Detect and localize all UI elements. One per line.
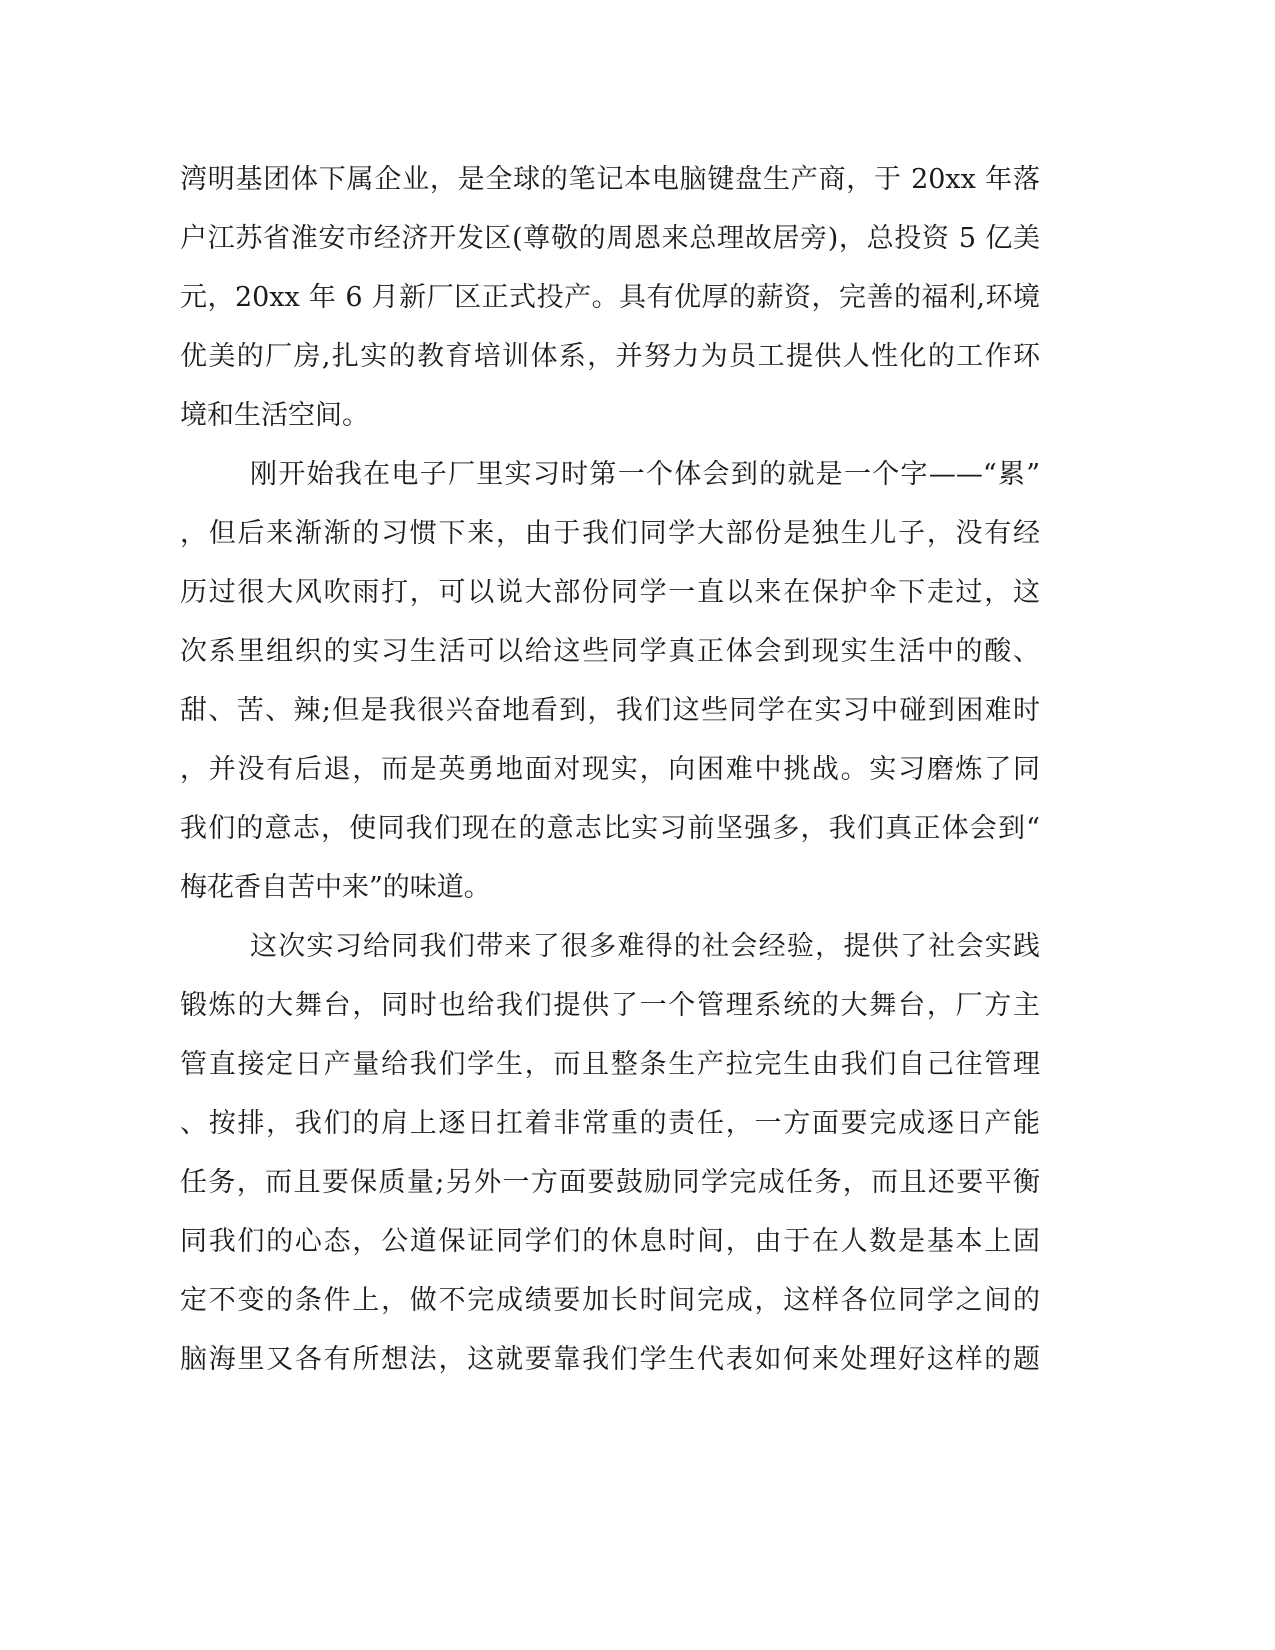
paragraph-1-line-4: 优美的厂房,扎实的教育培训体系，并努力为员工提供人性化的工作环 — [180, 341, 1040, 372]
paragraph-2-line-6: ，并没有后退，而是英勇地面对现实，向困难中挑战。实习磨炼了同 — [180, 754, 1040, 785]
paragraph-3-line-1: 这次实习给同我们带来了很多难得的社会经验，提供了社会实践 — [250, 931, 1040, 962]
paragraph-3-line-4: 、按排，我们的肩上逐日扛着非常重的责任，一方面要完成逐日产能 — [180, 1108, 1040, 1139]
paragraph-1-line-2: 户江苏省淮安市经济开发区(尊敬的周恩来总理故居旁)，总投资 5 亿美 — [180, 223, 1040, 254]
paragraph-1-line-1: 湾明基团体下属企业，是全球的笔记本电脑键盘生产商，于 20xx 年落 — [180, 164, 1040, 195]
paragraph-3-line-7: 定不变的条件上，做不完成绩要加长时间完成，这样各位同学之间的 — [180, 1285, 1040, 1316]
paragraph-3-line-2: 锻炼的大舞台，同时也给我们提供了一个管理系统的大舞台，厂方主 — [180, 990, 1040, 1021]
paragraph-3-line-6: 同我们的心态，公道保证同学们的休息时间，由于在人数是基本上固 — [180, 1226, 1040, 1257]
paragraph-2-line-8: 梅花香自苦中来”的味道。 — [180, 872, 491, 903]
paragraph-1-line-5: 境和生活空间。 — [180, 400, 369, 431]
paragraph-2-line-1: 刚开始我在电子厂里实习时第一个体会到的就是一个字——“累” — [250, 459, 1040, 490]
paragraph-2-line-2: ，但后来渐渐的习惯下来，由于我们同学大部份是独生儿子，没有经 — [180, 518, 1040, 549]
paragraph-3-line-3: 管直接定日产量给我们学生，而且整条生产拉完生由我们自己往管理 — [180, 1049, 1040, 1080]
paragraph-1-line-3: 元，20xx 年 6 月新厂区正式投产。具有优厚的薪资，完善的福利,环境 — [180, 282, 1040, 313]
paragraph-2-line-7: 我们的意志，使同我们现在的意志比实习前坚强多，我们真正体会到“ — [180, 813, 1040, 844]
paragraph-2-line-5: 甜、苦、辣;但是我很兴奋地看到，我们这些同学在实习中碰到困难时 — [180, 695, 1040, 726]
paragraph-2-line-4: 次系里组织的实习生活可以给这些同学真正体会到现实生活中的酸、 — [180, 636, 1040, 667]
paragraph-2-line-3: 历过很大风吹雨打，可以说大部份同学一直以来在保护伞下走过，这 — [180, 577, 1040, 608]
paragraph-3-line-8: 脑海里又各有所想法，这就要靠我们学生代表如何来处理好这样的题 — [180, 1344, 1040, 1375]
paragraph-3-line-5: 任务，而且要保质量;另外一方面要鼓励同学完成任务，而且还要平衡 — [180, 1167, 1040, 1198]
